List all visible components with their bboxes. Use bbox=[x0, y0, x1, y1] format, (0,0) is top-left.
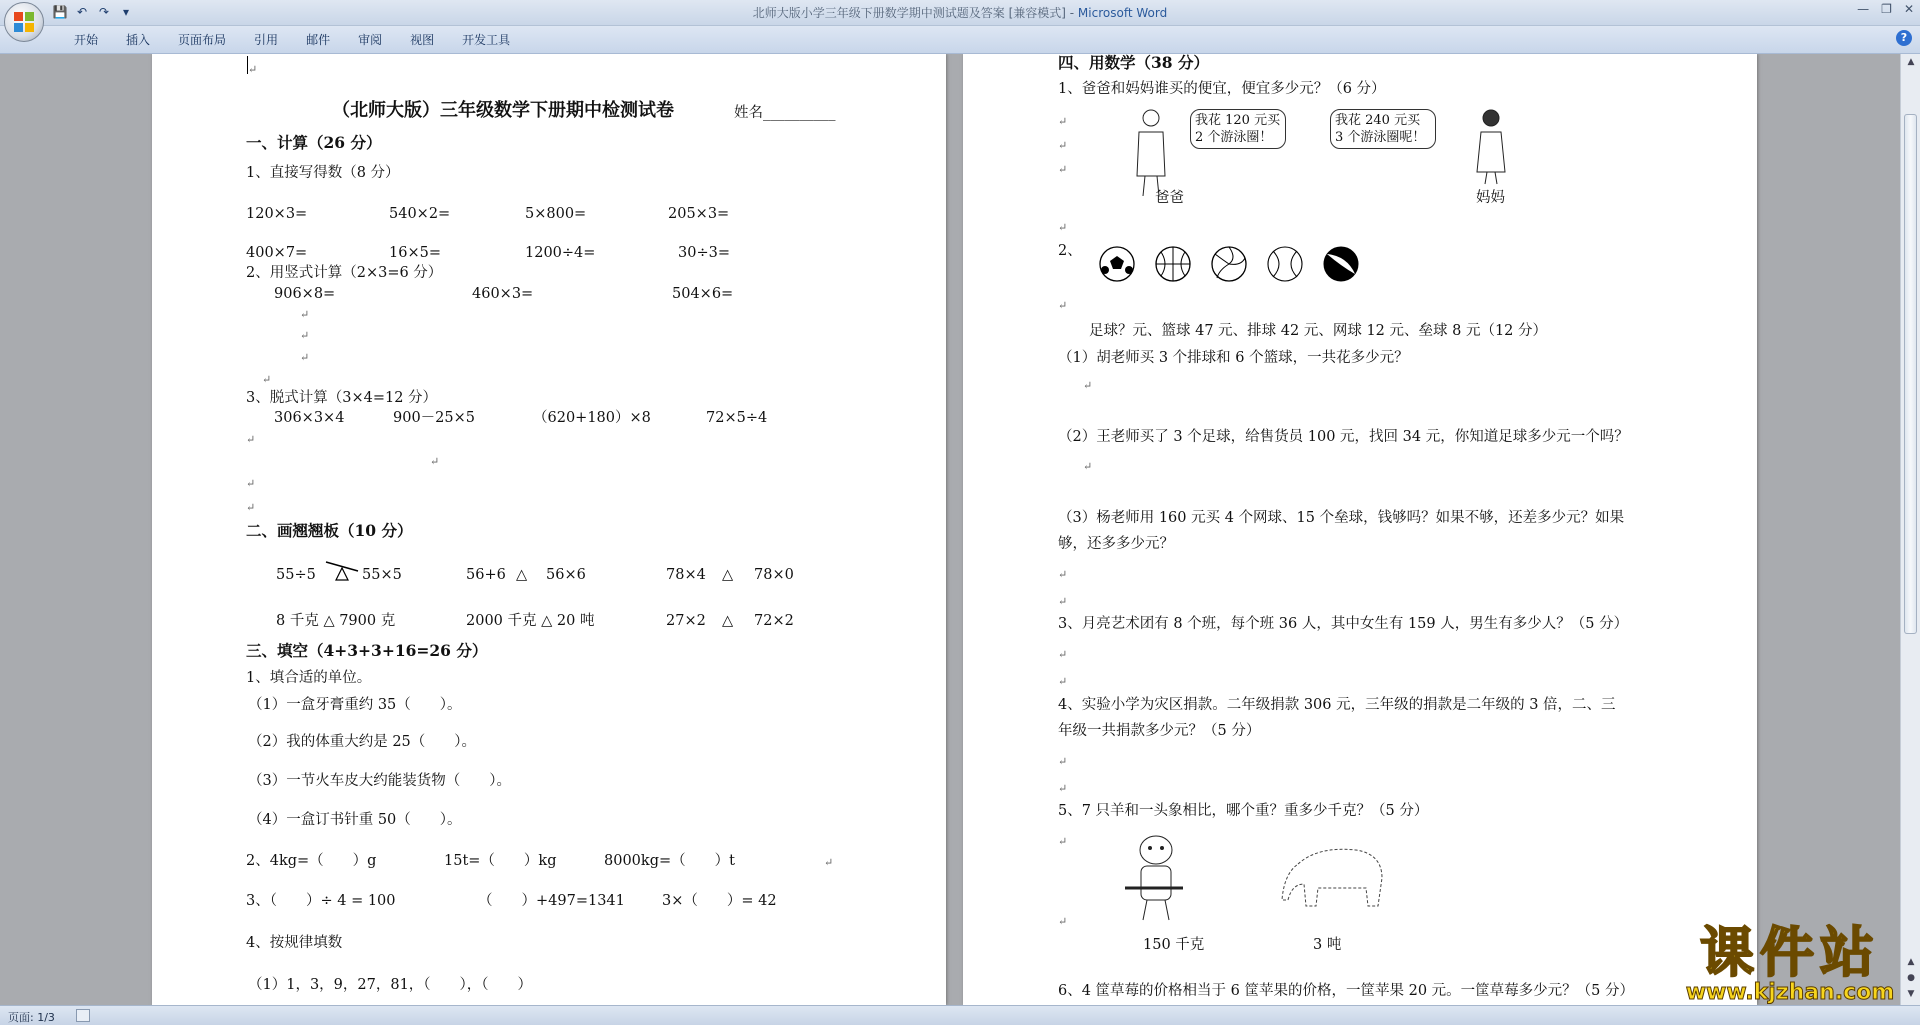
mom-figure-icon bbox=[1473, 106, 1509, 186]
tab-home[interactable]: 开始 bbox=[74, 33, 99, 47]
prev-page-icon[interactable]: ▲ bbox=[1907, 957, 1915, 967]
q4-3: 3、月亮艺术团有 8 个班，每个班 36 人，其中女生有 159 人，男生有多少人？（5 分） bbox=[1058, 616, 1629, 632]
paragraph-mark: ↵ bbox=[824, 856, 834, 869]
office-logo-icon bbox=[14, 12, 34, 32]
watermark-url: www.kjzhan.com bbox=[1685, 980, 1895, 1005]
calc-item: 5×800= bbox=[525, 206, 587, 222]
section-2-heading: 二、画翘翘板（10 分） bbox=[246, 521, 413, 540]
paragraph-mark: ↵ bbox=[300, 308, 310, 321]
q4-5: 5、7 只羊和一头象相比，哪个重？重多少千克？（5 分） bbox=[1058, 803, 1429, 819]
calc-item: 460×3= bbox=[472, 286, 534, 302]
compare-item: 78×0 bbox=[754, 567, 794, 583]
paragraph-mark: ↵ bbox=[1058, 675, 1068, 688]
maximize-icon[interactable]: ❐ bbox=[1881, 2, 1892, 16]
calc-item: 900－25×5 bbox=[393, 410, 476, 426]
fill-item: （3）一节火车皮大约能装货物（ ）。 bbox=[248, 773, 511, 789]
triangle-blank[interactable]: △ bbox=[722, 567, 734, 583]
q4-6: 6、4 筐草莓的价格相当于 6 筐苹果的价格，一筐苹果 20 元。一筐草莓多少元？（5 分） bbox=[1058, 983, 1635, 999]
paragraph-mark: ↵ bbox=[246, 501, 256, 514]
q1-3-label: 3、脱式计算（3×4=12 分） bbox=[246, 390, 438, 406]
watermark-logo-text: 课件站 bbox=[1700, 921, 1880, 984]
sheep-weight-label: 150 千克 bbox=[1143, 937, 1205, 953]
sheep-figure-icon bbox=[1121, 830, 1191, 925]
tab-insert[interactable]: 插入 bbox=[126, 33, 151, 47]
calc-item: 30÷3= bbox=[678, 245, 730, 261]
vertical-scrollbar[interactable] bbox=[1900, 54, 1920, 1005]
q4-2-3-cont: 够，还多多少元？ bbox=[1058, 536, 1174, 552]
fill-item: 8000kg=（ ）t bbox=[604, 853, 735, 869]
q3-4-label: 4、按规律填数 bbox=[246, 935, 343, 951]
calc-item: 120×3= bbox=[246, 206, 308, 222]
paragraph-mark: ↵ bbox=[1058, 648, 1068, 661]
paragraph-mark: ↵ bbox=[300, 329, 310, 342]
seesaw-icon bbox=[324, 556, 362, 582]
scroll-thumb[interactable] bbox=[1904, 114, 1917, 634]
tennis-ball-icon bbox=[1263, 244, 1308, 284]
compare-item: 56+6 bbox=[466, 567, 506, 583]
paragraph-mark: ↵ bbox=[1058, 915, 1068, 928]
exam-title: （北师大版）三年级数学下册期中检测试卷 bbox=[332, 100, 674, 121]
redo-icon[interactable]: ↷ bbox=[98, 5, 110, 19]
paragraph-mark: ↵ bbox=[246, 433, 256, 446]
paragraph-mark: ↵ bbox=[1058, 221, 1068, 234]
fill-item: （2）我的体重大约是 25（ ）。 bbox=[248, 734, 477, 750]
calc-item: 205×3= bbox=[668, 206, 730, 222]
q4-2-label: 2、 bbox=[1058, 243, 1082, 259]
paragraph-mark: ↵ bbox=[262, 373, 272, 386]
q4-2-3: （3）杨老师用 160 元买 4 个网球、15 个垒球，钱够吗？如果不够，还差多少元？如果 bbox=[1058, 510, 1625, 526]
compare-item: 55×5 bbox=[362, 567, 402, 583]
q3-1-label: 1、填合适的单位。 bbox=[246, 670, 372, 686]
paragraph-mark: ↵ bbox=[1083, 460, 1093, 473]
dad-speech-bubble: 我花 120 元买 2 个游泳圈！ bbox=[1190, 109, 1286, 149]
compare-item: 72×2 bbox=[754, 613, 794, 629]
calc-item: （620+180）×8 bbox=[533, 410, 651, 426]
paragraph-mark: ↵ bbox=[1058, 139, 1068, 152]
fill-item: 15t=（ ）kg bbox=[444, 853, 557, 869]
help-icon[interactable]: ? bbox=[1896, 30, 1912, 46]
elephant-figure-icon bbox=[1278, 844, 1388, 916]
name-field[interactable]: 姓名__________ bbox=[734, 105, 836, 121]
q1-2-label: 2、用竖式计算（2×3=6 分） bbox=[246, 265, 443, 281]
site-watermark bbox=[1670, 921, 1910, 1005]
scroll-up-icon[interactable]: ▲ bbox=[1907, 57, 1915, 67]
next-page-icon[interactable]: ▼ bbox=[1907, 989, 1915, 999]
fill-item: 3、（ ）÷ 4 = 100 bbox=[246, 893, 396, 909]
calc-item: 504×6= bbox=[672, 286, 734, 302]
volleyball-icon bbox=[1207, 244, 1252, 284]
fill-item: 3×（ ）= 42 bbox=[662, 893, 777, 909]
elephant-weight-label: 3 吨 bbox=[1313, 937, 1342, 953]
minimize-icon[interactable]: — bbox=[1857, 2, 1870, 16]
fill-item: （1）1，3，9，27，81，（ ），（ ） bbox=[248, 977, 533, 993]
compare-item: 8 千克 △ 7900 克 bbox=[276, 613, 396, 629]
q4-4-cont: 年级一共捐款多少元？（5 分） bbox=[1058, 723, 1261, 739]
page-2[interactable] bbox=[963, 54, 1757, 1005]
status-bar bbox=[0, 1005, 1920, 1025]
paragraph-mark: ↵ bbox=[1058, 115, 1068, 128]
title-bar bbox=[0, 0, 1920, 26]
tab-page-layout[interactable]: 页面布局 bbox=[178, 33, 227, 47]
q1-1-label: 1、直接写得数（8 分） bbox=[246, 165, 400, 181]
paragraph-mark: ↵ bbox=[246, 477, 256, 490]
compare-item: 56×6 bbox=[546, 567, 586, 583]
paragraph-mark: ↵ bbox=[1058, 835, 1068, 848]
close-icon[interactable]: ✕ bbox=[1903, 2, 1914, 16]
paragraph-mark: ↵ bbox=[1058, 299, 1068, 312]
tab-view[interactable]: 视图 bbox=[410, 33, 435, 47]
basketball-icon bbox=[1151, 244, 1196, 284]
triangle-blank[interactable]: △ bbox=[722, 613, 734, 629]
page-1[interactable] bbox=[152, 54, 946, 1005]
compare-item: 2000 千克 △ 20 吨 bbox=[466, 613, 595, 629]
calc-item: 400×7= bbox=[246, 245, 308, 261]
calc-item: 906×8= bbox=[274, 286, 336, 302]
paragraph-mark: ↵ bbox=[1058, 163, 1068, 176]
proofing-icon[interactable] bbox=[76, 1009, 90, 1022]
paragraph-mark: ↵ bbox=[1058, 568, 1068, 581]
mom-label: 妈妈 bbox=[1476, 190, 1505, 206]
mom-speech-bubble: 我花 240 元买 3 个游泳圈呢！ bbox=[1330, 109, 1436, 149]
fill-item: 2、4kg=（ ）g bbox=[246, 853, 377, 869]
browse-object-icon[interactable]: ● bbox=[1907, 973, 1915, 983]
paragraph-mark: ↵ bbox=[248, 63, 258, 76]
window-controls bbox=[1857, 2, 1914, 16]
tab-review[interactable]: 审阅 bbox=[358, 33, 383, 47]
dad-figure-icon bbox=[1133, 106, 1169, 198]
paragraph-mark: ↵ bbox=[300, 351, 310, 364]
compare-item: 78×4 bbox=[666, 567, 706, 583]
tab-developer[interactable]: 开发工具 bbox=[462, 33, 511, 47]
page-count[interactable]: 页面: 1/3 bbox=[8, 1011, 55, 1024]
customize-icon[interactable]: ▾ bbox=[122, 5, 130, 19]
fill-item: （1）一盒牙膏重约 35（ ）。 bbox=[248, 697, 462, 713]
document-name: 北师大版小学三年级下册数学期中测试题及答案 [兼容模式] - bbox=[752, 6, 1078, 20]
tab-references[interactable]: 引用 bbox=[254, 33, 279, 47]
undo-icon[interactable]: ↶ bbox=[76, 5, 88, 19]
calc-item: 306×3×4 bbox=[274, 410, 345, 426]
office-button[interactable] bbox=[4, 2, 44, 42]
q4-2-1: （1）胡老师买 3 个排球和 6 个篮球，一共花多少元？ bbox=[1058, 350, 1409, 366]
calc-item: 16×5= bbox=[389, 245, 441, 261]
paragraph-mark: ↵ bbox=[1058, 595, 1068, 608]
q4-1-label: 1、爸爸和妈妈谁买的便宜，便宜多少元？（6 分） bbox=[1058, 81, 1386, 97]
section-3-heading: 三、填空（4+3+3+16=26 分） bbox=[246, 641, 488, 660]
dad-label: 爸爸 bbox=[1155, 190, 1184, 206]
softball-icon bbox=[1319, 244, 1364, 284]
tab-mailings[interactable]: 邮件 bbox=[306, 33, 331, 47]
q4-2-2: （2）王老师买了 3 个足球，给售货员 100 元，找回 34 元，你知道足球多少元一个吗？ bbox=[1058, 429, 1629, 445]
paragraph-mark: ↵ bbox=[1058, 782, 1068, 795]
fill-item: （ ）+497=1341 bbox=[478, 893, 625, 909]
calc-item: 540×2= bbox=[389, 206, 451, 222]
paragraph-mark: ↵ bbox=[1058, 755, 1068, 768]
soccer-ball-icon bbox=[1095, 244, 1140, 284]
compare-item: 27×2 bbox=[666, 613, 706, 629]
window-title bbox=[0, 4, 1920, 21]
paragraph-mark: ↵ bbox=[430, 455, 440, 468]
ribbon-tabs bbox=[0, 26, 1920, 54]
fill-item: （4）一盒订书针重 50（ ）。 bbox=[248, 812, 462, 828]
compare-item: 55÷5 bbox=[276, 567, 316, 583]
ball-prices: 足球？元、篮球 47 元、排球 42 元、网球 12 元、垒球 8 元（12 分） bbox=[1089, 323, 1548, 339]
calc-item: 1200÷4= bbox=[525, 245, 596, 261]
section-1-heading: 一、计算（26 分） bbox=[246, 133, 382, 152]
paragraph-mark: ↵ bbox=[1083, 379, 1093, 392]
section-4-heading: 四、用数学（38 分） bbox=[1058, 54, 1209, 72]
save-icon[interactable]: 💾 bbox=[52, 5, 68, 19]
document-workspace bbox=[0, 54, 1900, 1005]
q4-4: 4、实验小学为灾区捐款。二年级捐款 306 元，三年级的捐款是二年级的 3 倍，二、三 bbox=[1058, 697, 1616, 713]
triangle-blank[interactable]: △ bbox=[516, 567, 528, 583]
app-name: Microsoft Word bbox=[1077, 6, 1168, 20]
calc-item: 72×5÷4 bbox=[706, 410, 768, 426]
